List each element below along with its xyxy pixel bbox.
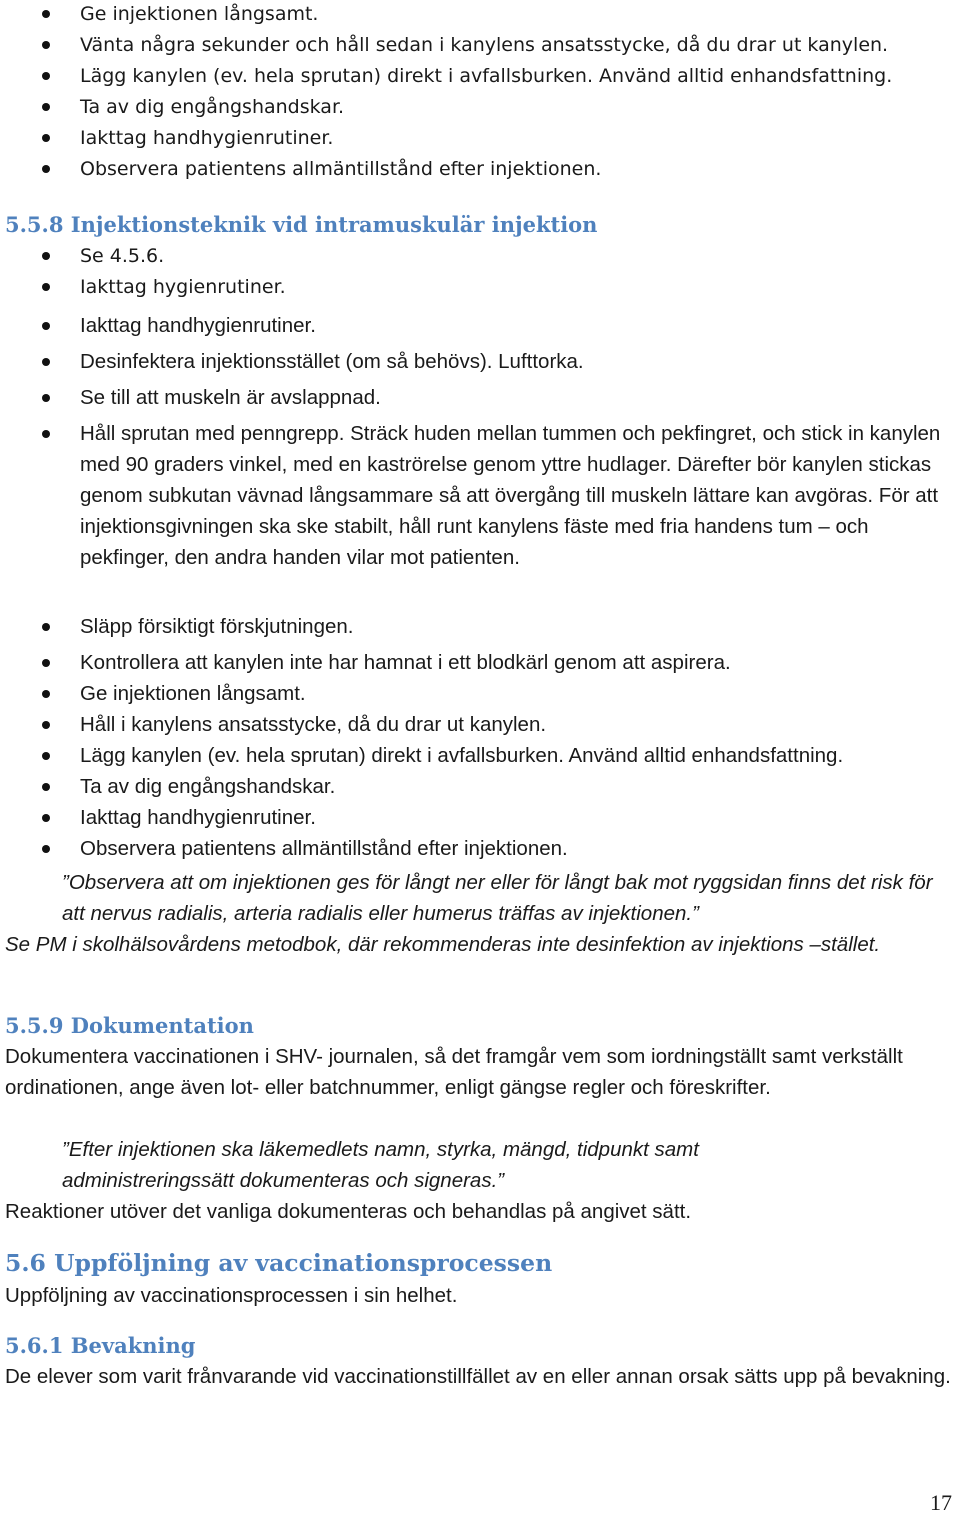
section-heading-559: 5.5.9 Dokumentation: [5, 1013, 254, 1038]
list-item: Iakttag hygienrutiner.: [0, 272, 960, 303]
list-item: Desinfektera injektionsstället (om så behövs). Lufttorka.: [0, 346, 960, 377]
paragraph-follow-up: Uppföljning av vaccinationsprocessen i sin helhet.: [5, 1284, 458, 1307]
section-heading-561: 5.6.1 Bevakning: [5, 1333, 196, 1358]
list-item: Lägg kanylen (ev. hela sprutan) direkt i avfallsburken. Använd alltid enhandsfattning.: [0, 61, 960, 92]
list-item: Se till att muskeln är avslappnad.: [0, 382, 960, 413]
list-item: Ta av dig engångshandskar.: [0, 771, 960, 802]
section-heading-56: 5.6 Uppföljning av vaccinationsprocessen: [5, 1249, 553, 1277]
section-heading-558: 5.5.8 Injektionsteknik vid intramuskulär injektion: [5, 212, 598, 237]
list-item: Iakttag handhygienrutiner.: [0, 802, 960, 833]
list-item: Iakttag handhygienrutiner.: [0, 123, 960, 154]
bullet-list-im-steps-a: [0, 241, 960, 303]
list-item: Vänta några sekunder och håll sedan i kanylens ansatsstycke, då du drar ut kanylen.: [0, 30, 960, 61]
quote-documentation: ”Efter injektionen ska läkemedlets namn, styrka, mängd, tidpunkt samt administreringssätt dokumenteras och signeras.”: [62, 1138, 699, 1192]
bullet-list-im-steps-c: [0, 611, 960, 864]
page-number: 17: [930, 1490, 952, 1515]
paragraph-documentation: Dokumentera vaccinationen i SHV- journalen, så det framgår vem som iordningställt samt verkställt ordinationen, ange även lot- eller batchnummer, enligt gängse regler och föreskrifter.: [5, 1045, 903, 1099]
list-item: Observera patientens allmäntillstånd efter injektionen.: [0, 154, 960, 185]
list-item: Lägg kanylen (ev. hela sprutan) direkt i avfallsburken. Använd alltid enhandsfattning.: [0, 740, 960, 771]
list-item: Släpp försiktigt förskjutningen.: [0, 611, 960, 642]
list-item: Ge injektionen långsamt.: [0, 0, 960, 30]
list-item: Se 4.5.6.: [0, 241, 960, 272]
list-item: Ge injektionen långsamt.: [0, 678, 960, 709]
list-item: Ta av dig engångshandskar.: [0, 92, 960, 123]
bullet-list-subcutaneous-steps: [0, 0, 960, 185]
paragraph-reactions: Reaktioner utöver det vanliga dokumenteras och behandlas på angivet sätt.: [5, 1200, 692, 1223]
list-item: Iakttag handhygienrutiner.: [0, 310, 960, 341]
list-item: Håll i kanylens ansatsstycke, då du drar ut kanylen.: [0, 709, 960, 740]
list-item: Håll sprutan med penngrepp. Sträck huden mellan tummen och pekfingret, och stick in kanylen med 90 graders vinkel, med en kaströrelse genom yttre hudlager. Därefter bör kanylen stickas genom subkutan vävnad långsammare så att övergång till muskeln lättare kan avgöras. För att injektionsgivningen ska ske stabilt, håll runt kanylens fäste med fria handens tum – och pekfinger, den andra handen vilar mot patienten.: [0, 418, 960, 573]
quote-injection-warning: ”Observera att om injektionen ges för långt ner eller för långt bak mot ryggsidan finns det risk för att nervus radialis, arteria radialis eller humerus träffas av injektionen.”: [62, 871, 933, 925]
list-item: Kontrollera att kanylen inte har hamnat i ett blodkärl genom att aspirera.: [0, 647, 960, 678]
paragraph-monitoring: De elever som varit frånvarande vid vaccinationstillfället av en eller annan orsak sätts upp på bevakning.: [5, 1365, 951, 1388]
bullet-list-im-steps-b: [0, 310, 960, 578]
list-item: Observera patientens allmäntillstånd efter injektionen.: [0, 833, 960, 864]
note-pm-disinfection: Se PM i skolhälsovårdens metodbok, där rekommenderas inte desinfektion av injektions –stället.: [5, 933, 881, 956]
